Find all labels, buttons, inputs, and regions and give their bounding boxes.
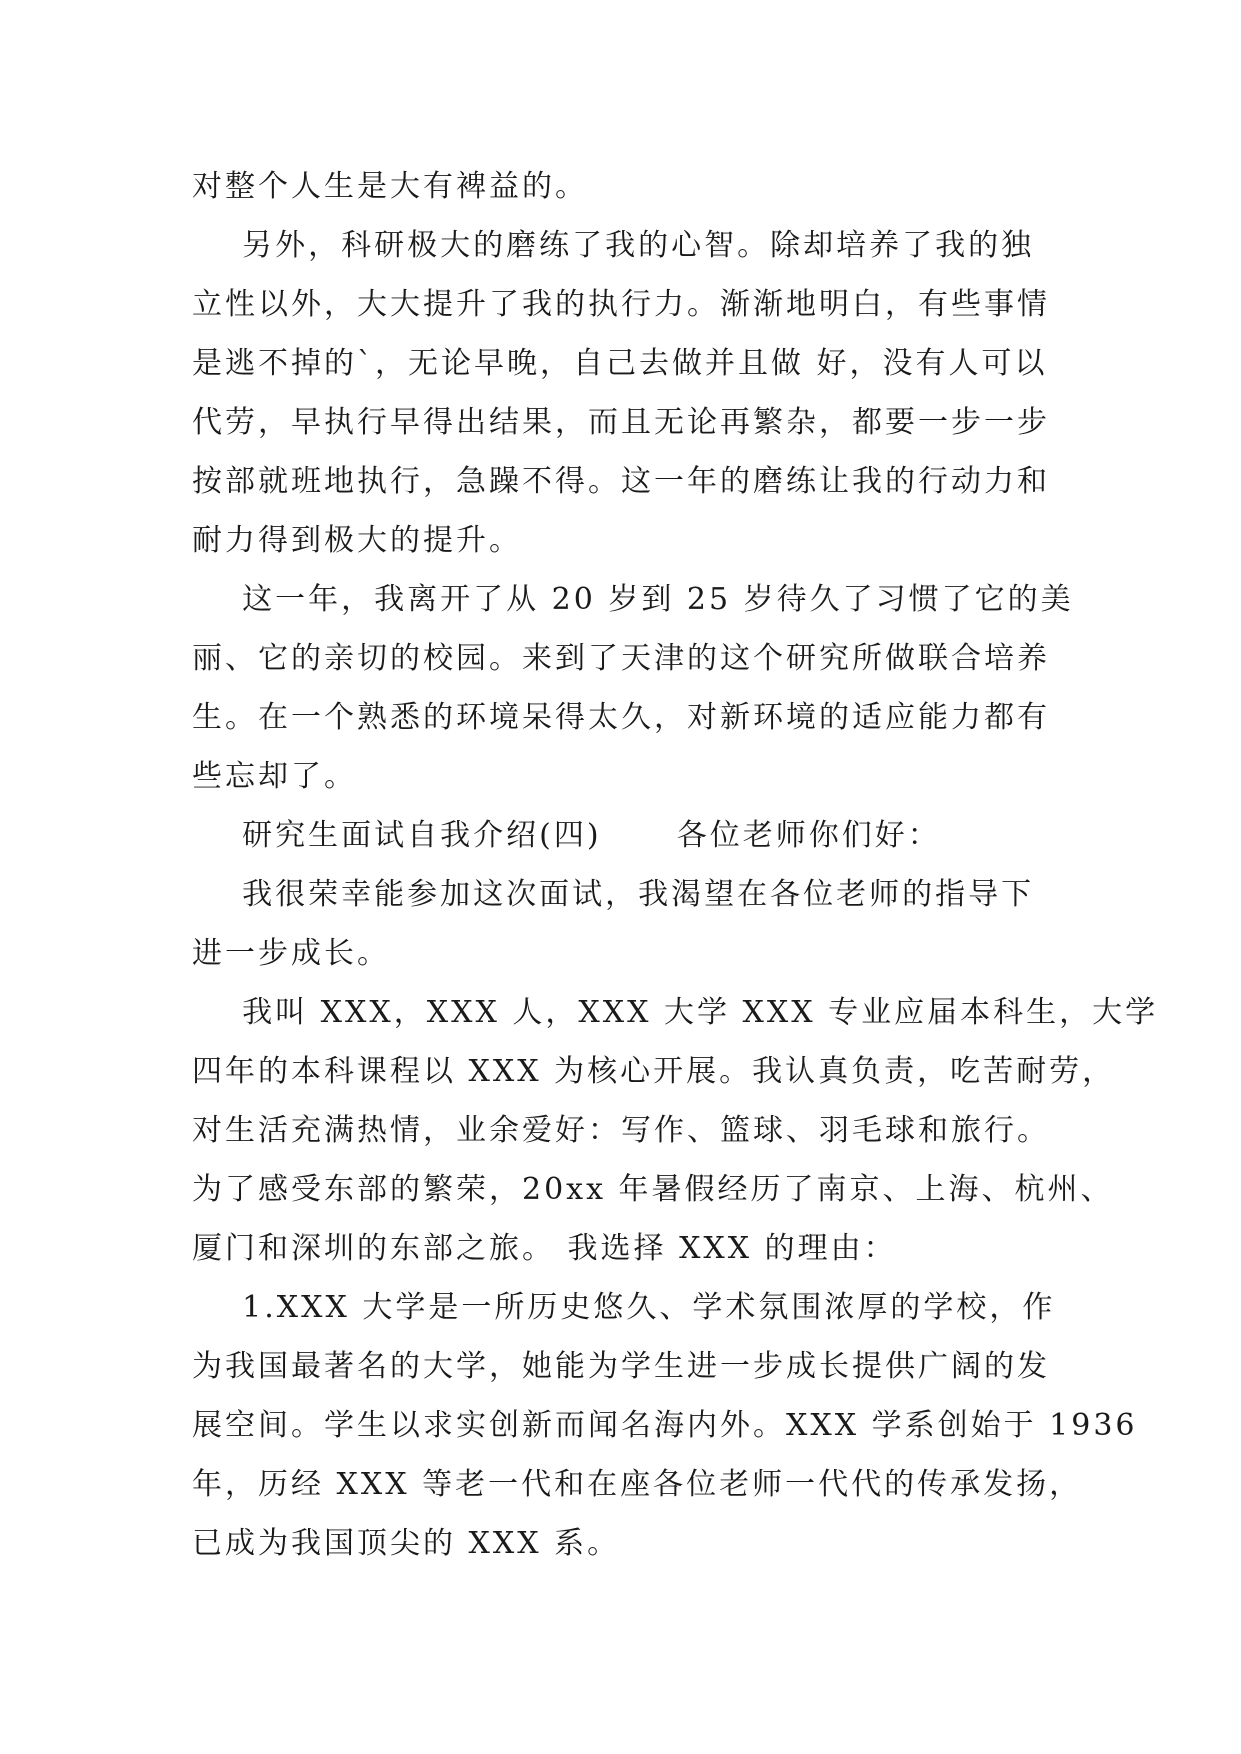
text-line: 1.XXX 大学是一所历史悠久、学术氛围浓厚的学校，作 (192, 1290, 1056, 1325)
text-line: 代劳，早执行早得出结果，而且无论再繁杂，都要一步一步 (192, 405, 1050, 440)
text-line: 四年的本科课程以 XXX 为核心开展。我认真负责，吃苦耐劳， (192, 1054, 1116, 1089)
text-line: 进一步成长。 (192, 936, 390, 971)
section-heading-line: 研究生面试自我介绍(四) 各位老师你们好： (192, 818, 941, 853)
text-line: 厦门和深圳的东部之旅。 我选择 XXX 的理由： (192, 1231, 897, 1266)
body-text (192, 157, 1159, 1573)
text-line: 展空间。学生以求实创新而闻名海内外。XXX 学系创始于 1936 (192, 1408, 1138, 1443)
text-line: 对整个人生是大有裨益的。 (192, 169, 588, 204)
text-line: 我很荣幸能参加这次面试，我渴望在各位老师的指导下 (192, 877, 1035, 912)
text-line: 对生活充满热情，业余爱好：写作、篮球、羽毛球和旅行。 (192, 1113, 1050, 1148)
text-line: 为了感受东部的繁荣，20xx 年暑假经历了南京、上海、杭州、 (192, 1172, 1114, 1207)
text-line: 按部就班地执行，急躁不得。这一年的磨练让我的行动力和 (192, 464, 1050, 499)
text-line: 我叫 XXX，XXX 人，XXX 大学 XXX 专业应届本科生，大学 (192, 995, 1159, 1030)
text-line: 为我国最著名的大学，她能为学生进一步成长提供广阔的发 (192, 1349, 1050, 1384)
text-line: 年，历经 XXX 等老一代和在座各位老师一代代的传承发扬， (192, 1467, 1083, 1502)
text-line: 已成为我国顶尖的 XXX 系。 (192, 1526, 621, 1561)
text-line: 丽、它的亲切的校园。来到了天津的这个研究所做联合培养 (192, 641, 1050, 676)
text-line: 些忘却了。 (192, 759, 357, 794)
text-line: 耐力得到极大的提升。 (192, 523, 522, 558)
text-line: 这一年，我离开了从 20 岁到 25 岁待久了习惯了它的美 (192, 582, 1074, 617)
text-line: 生。在一个熟悉的环境呆得太久，对新环境的适应能力都有 (192, 700, 1050, 735)
text-line: 是逃不掉的`，无论早晚，自己去做并且做 好，没有人可以 (192, 346, 1048, 381)
text-line: 立性以外，大大提升了我的执行力。渐渐地明白，有些事情 (192, 287, 1050, 322)
text-line: 另外，科研极大的磨练了我的心智。除却培养了我的独 (192, 228, 1035, 263)
